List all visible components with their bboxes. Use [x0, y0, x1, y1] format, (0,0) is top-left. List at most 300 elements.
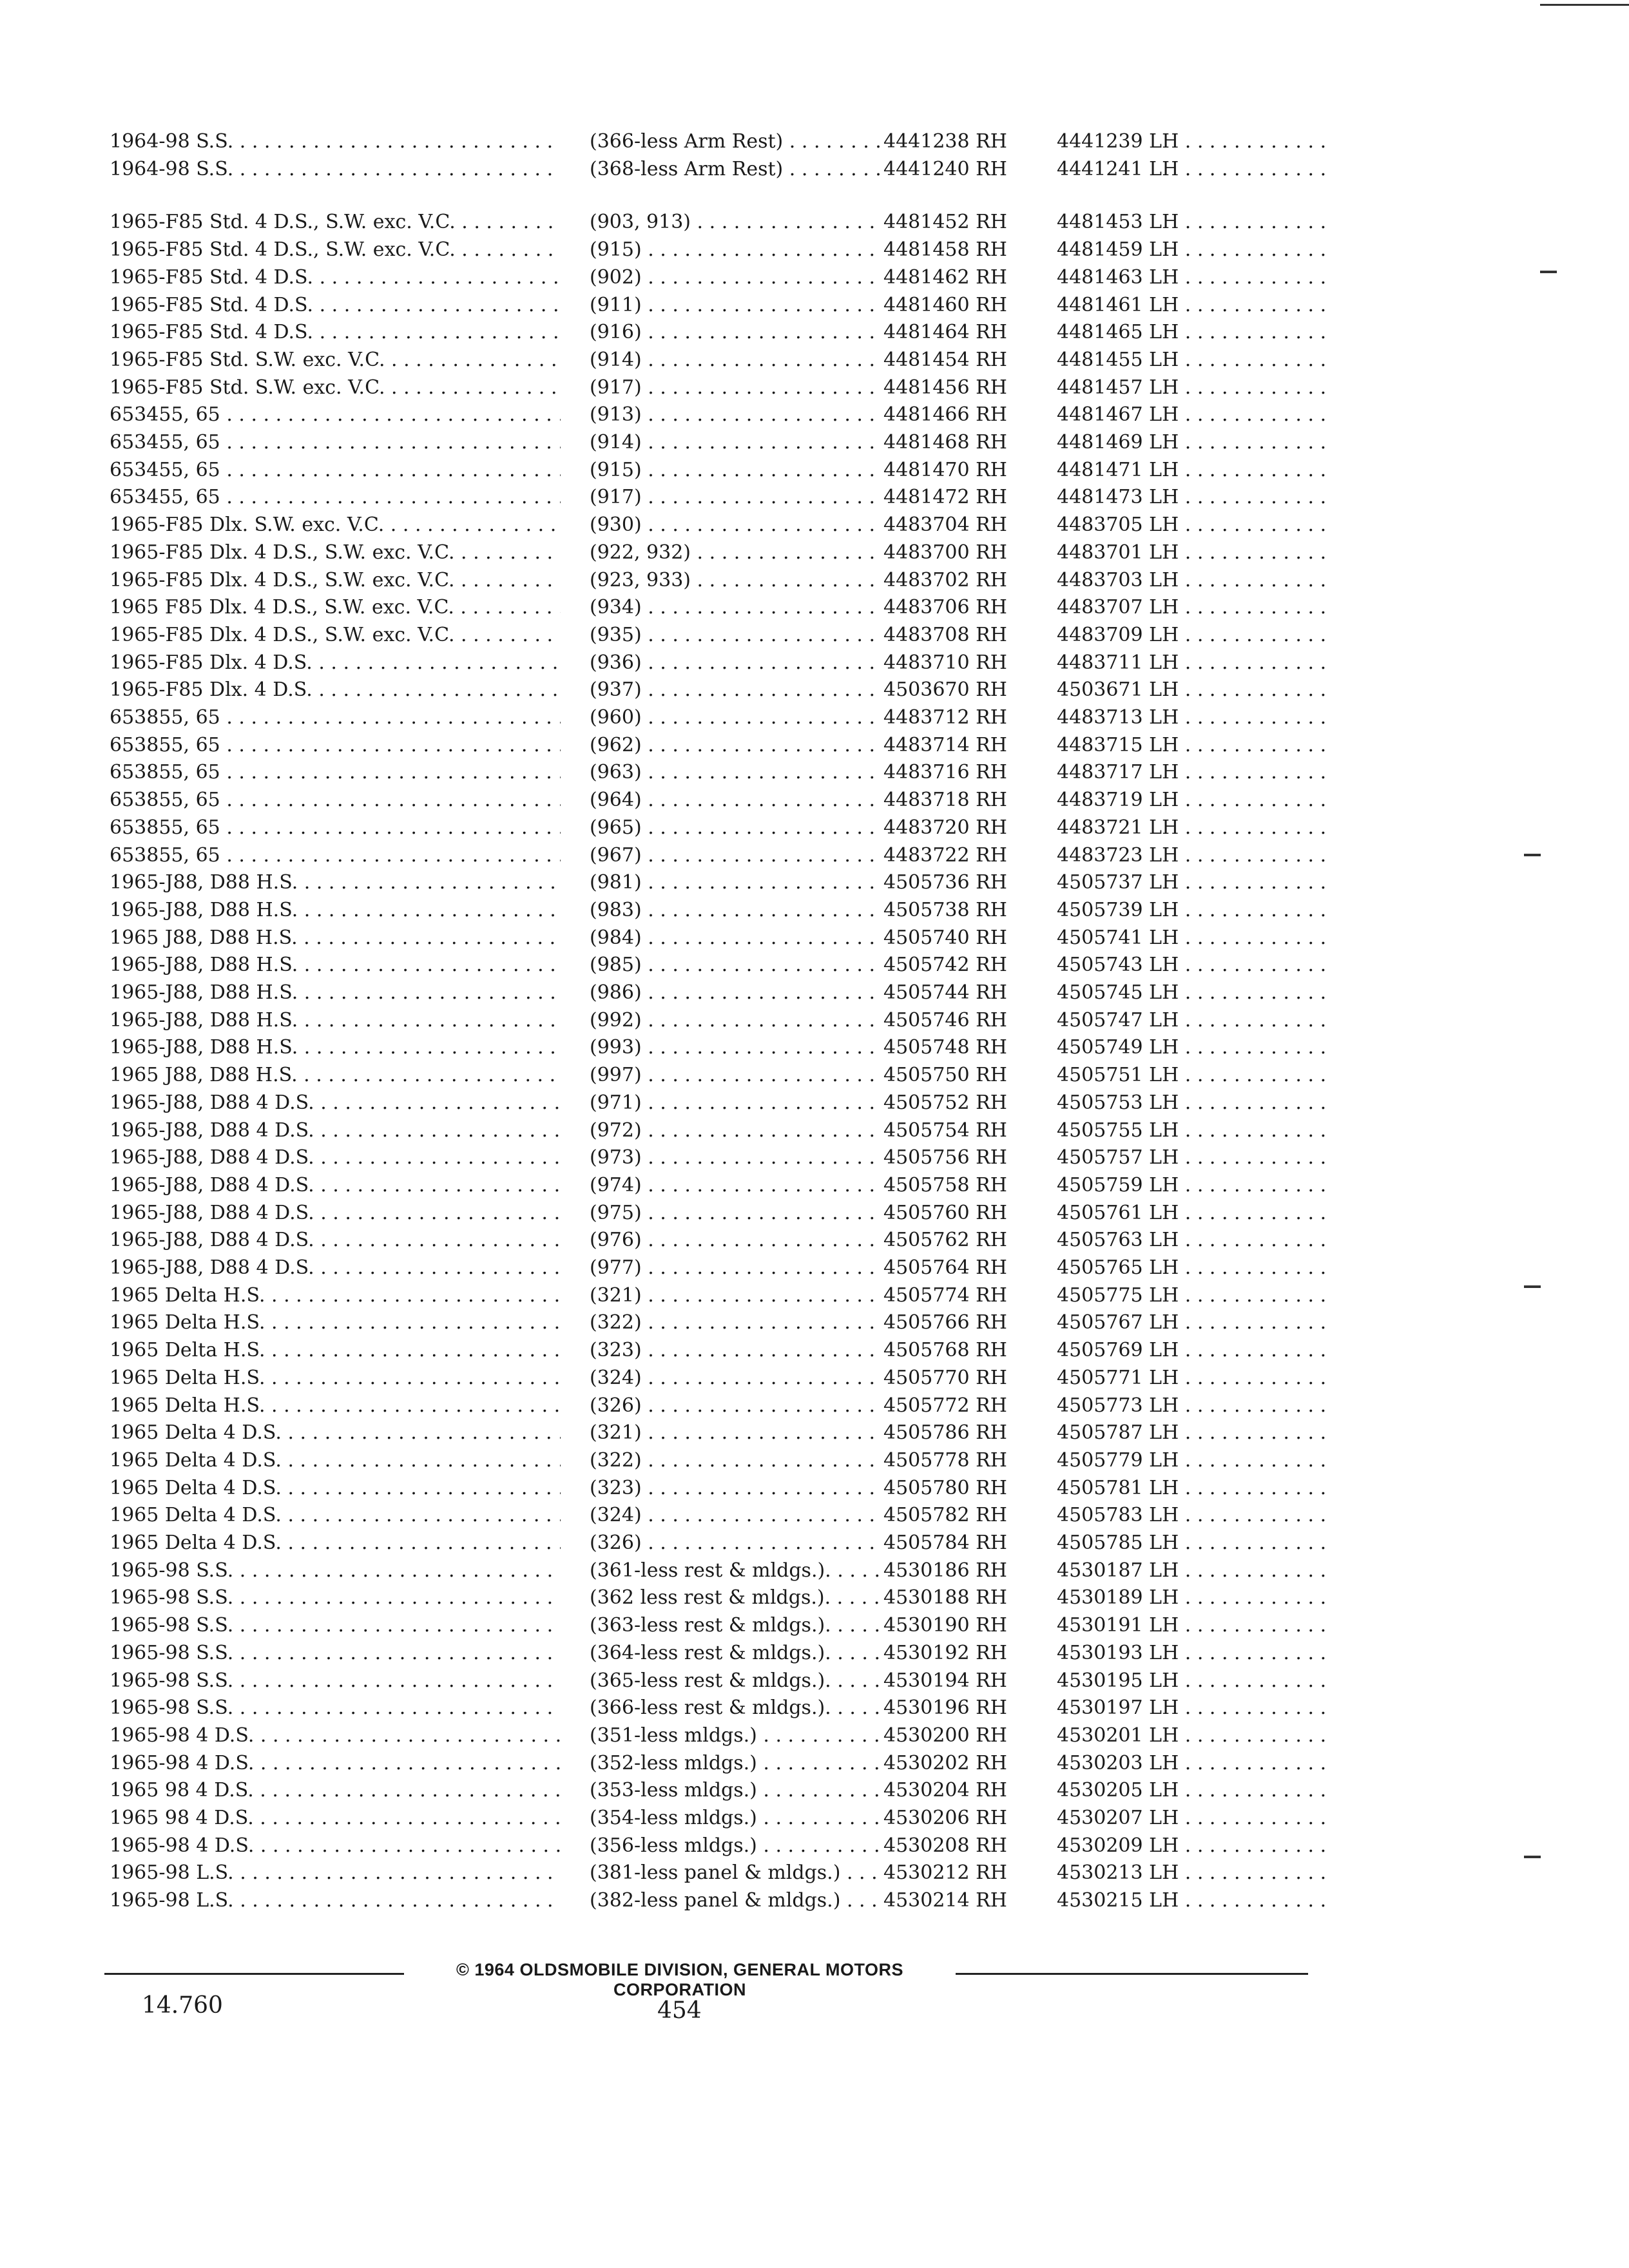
- model-cell: 1965-J88, D88 H.S. . .: [110, 870, 561, 896]
- table-row: [110, 1420, 1334, 1448]
- table-row: [110, 1778, 1334, 1806]
- code-cell: (363-less rest & mldgs.). . .: [590, 1613, 892, 1639]
- code-cell: (993) . .: [590, 1035, 892, 1061]
- rh-part-number: 4530214 RH: [880, 1888, 1109, 1914]
- code-cell: (974) . .: [590, 1173, 892, 1198]
- lh-part-number: 4530203 LH . .: [1057, 1751, 1327, 1776]
- rh-part-number: 4530188 RH: [880, 1585, 1109, 1611]
- code-cell: (923, 933) . .: [590, 568, 892, 593]
- table-row: [110, 568, 1334, 596]
- table-row: [110, 1585, 1334, 1613]
- model-cell: 1965-F85 Dlx. 4 D.S. . .: [110, 677, 561, 703]
- lh-part-number: 4530187 LH . .: [1057, 1558, 1327, 1584]
- lh-part-number: 4505751 LH . .: [1057, 1062, 1327, 1088]
- rh-part-number: 4505784 RH: [880, 1530, 1109, 1556]
- lh-part-number: 4505749 LH . .: [1057, 1035, 1327, 1061]
- code-cell: (323) . .: [590, 1475, 892, 1501]
- model-cell: 1965-J88, D88 4 D.S. . .: [110, 1145, 561, 1171]
- table-row: [110, 843, 1334, 871]
- code-cell: (326) . .: [590, 1393, 892, 1419]
- table-row: [110, 512, 1334, 541]
- table-row: [110, 1805, 1334, 1834]
- table-row: [110, 1227, 1334, 1256]
- lh-part-number: 4481463 LH . .: [1057, 265, 1327, 291]
- table-row: [110, 622, 1334, 651]
- rh-part-number: 4483714 RH: [880, 733, 1109, 758]
- model-cell: 653455, 65 . .: [110, 485, 561, 510]
- model-cell: 1965-98 4 D.S. . .: [110, 1723, 561, 1749]
- model-cell: 1965-J88, D88 H.S. . .: [110, 898, 561, 923]
- lh-part-number: 4530209 LH . .: [1057, 1833, 1327, 1859]
- lh-part-number: 4481459 LH . .: [1057, 237, 1327, 263]
- table-row: [110, 129, 1334, 157]
- code-cell: (934) . .: [590, 595, 892, 620]
- rh-part-number: 4530206 RH: [880, 1805, 1109, 1831]
- lh-part-number: 4441239 LH . .: [1057, 129, 1327, 155]
- lh-part-number: 4441241 LH . .: [1057, 157, 1327, 182]
- lh-part-number: 4505739 LH . .: [1057, 898, 1327, 923]
- table-row: [110, 1255, 1334, 1283]
- lh-part-number: 4505747 LH . .: [1057, 1008, 1327, 1033]
- code-cell: (973) . .: [590, 1145, 892, 1171]
- model-cell: 1965-F85 Dlx. S.W. exc. V.C. . .: [110, 512, 561, 538]
- code-cell: (903, 913) . .: [590, 209, 892, 235]
- table-row: [110, 457, 1334, 486]
- table-row: [110, 1860, 1334, 1888]
- code-cell: (997) . .: [590, 1062, 892, 1088]
- model-cell: 1965-F85 Std. 4 D.S., S.W. exc. V.C. . .: [110, 209, 561, 235]
- model-cell: 1965-98 S.S. . .: [110, 1640, 561, 1666]
- model-cell: 1965 98 4 D.S. . .: [110, 1778, 561, 1803]
- lh-part-number: 4481469 LH . .: [1057, 430, 1327, 456]
- code-cell: (322) . .: [590, 1448, 892, 1474]
- lh-part-number: 4505773 LH . .: [1057, 1393, 1327, 1419]
- model-cell: 1965-J88, D88 H.S. . .: [110, 1035, 561, 1061]
- lh-part-number: 4483719 LH . .: [1057, 787, 1327, 813]
- lh-part-number: 4505743 LH . .: [1057, 952, 1327, 978]
- code-cell: (911) . .: [590, 293, 892, 318]
- table-row: [110, 1200, 1334, 1229]
- model-cell: 1964-98 S.S. . .: [110, 129, 561, 155]
- table-row: [110, 1283, 1334, 1311]
- lh-part-number: 4481473 LH . .: [1057, 485, 1327, 510]
- table-row: [110, 650, 1334, 678]
- model-cell: 1965-J88, D88 H.S. . .: [110, 980, 561, 1006]
- table-row: [110, 1310, 1334, 1338]
- code-cell: (916) . .: [590, 320, 892, 345]
- table-row: [110, 402, 1334, 430]
- model-cell: 1965 98 4 D.S. . .: [110, 1805, 561, 1831]
- table-row: [110, 1751, 1334, 1779]
- lh-part-number: 4481465 LH . .: [1057, 320, 1327, 345]
- lh-part-number: 4503671 LH . .: [1057, 677, 1327, 703]
- code-cell: (977) . .: [590, 1255, 892, 1281]
- lh-part-number: 4505771 LH . .: [1057, 1365, 1327, 1391]
- model-cell: 1965-F85 Dlx. 4 D.S., S.W. exc. V.C. . .: [110, 568, 561, 593]
- lh-part-number: 4530213 LH . .: [1057, 1860, 1327, 1886]
- rh-part-number: 4505758 RH: [880, 1173, 1109, 1198]
- lh-part-number: 4505765 LH . .: [1057, 1255, 1327, 1281]
- table-row: [110, 1145, 1334, 1173]
- model-cell: 1965 Delta H.S. . .: [110, 1393, 561, 1419]
- model-cell: 653455, 65 . .: [110, 430, 561, 456]
- table-row: [110, 1365, 1334, 1394]
- model-cell: 653855, 65 . .: [110, 705, 561, 731]
- model-cell: 653455, 65 . .: [110, 402, 561, 428]
- rh-part-number: 4505774 RH: [880, 1283, 1109, 1309]
- table-row: [110, 760, 1334, 788]
- lh-part-number: 4505741 LH . .: [1057, 925, 1327, 951]
- rh-part-number: 4530204 RH: [880, 1778, 1109, 1803]
- code-cell: (964) . .: [590, 787, 892, 813]
- code-cell: (971) . .: [590, 1090, 892, 1116]
- margin-mark: [1524, 1856, 1541, 1858]
- rh-part-number: 4530194 RH: [880, 1668, 1109, 1694]
- model-cell: 653855, 65 . .: [110, 843, 561, 869]
- rh-part-number: 4483704 RH: [880, 512, 1109, 538]
- code-cell: (353-less mldgs.) . . . . . .: [590, 1778, 892, 1803]
- lh-part-number: 4505787 LH . .: [1057, 1420, 1327, 1446]
- rh-part-number: 4505746 RH: [880, 1008, 1109, 1033]
- code-cell: (914) . .: [590, 347, 892, 373]
- lh-part-number: 4483711 LH . .: [1057, 650, 1327, 676]
- lh-part-number: 4505769 LH . .: [1057, 1338, 1327, 1363]
- model-cell: 1965-F85 Std. S.W. exc. V.C. . .: [110, 375, 561, 401]
- code-cell: (324) . .: [590, 1503, 892, 1528]
- table-row: [110, 1393, 1334, 1421]
- lh-part-number: 4530189 LH . .: [1057, 1585, 1327, 1611]
- code-cell: (986) . .: [590, 980, 892, 1006]
- rh-part-number: 4505752 RH: [880, 1090, 1109, 1116]
- code-cell: (937) . .: [590, 677, 892, 703]
- model-cell: 1965-J88, D88 4 D.S. . .: [110, 1227, 561, 1253]
- model-cell: 1965 Delta H.S. . .: [110, 1338, 561, 1363]
- lh-part-number: 4530191 LH . .: [1057, 1613, 1327, 1639]
- code-cell: (960) . .: [590, 705, 892, 731]
- model-cell: 1965 Delta 4 D.S. . .: [110, 1448, 561, 1474]
- table-row: [110, 733, 1334, 761]
- model-cell: 653855, 65 . .: [110, 760, 561, 785]
- model-cell: 1965-98 S.S. . .: [110, 1585, 561, 1611]
- rh-part-number: 4481456 RH: [880, 375, 1109, 401]
- code-cell: (913) . .: [590, 402, 892, 428]
- model-cell: 1965-98 L.S. . .: [110, 1860, 561, 1886]
- model-cell: 1965 Delta H.S. . .: [110, 1310, 561, 1336]
- rh-part-number: 4483708 RH: [880, 622, 1109, 648]
- model-cell: 1965-98 S.S. . .: [110, 1613, 561, 1639]
- table-row: [110, 1035, 1334, 1063]
- table-row: [110, 677, 1334, 706]
- lh-part-number: 4483701 LH . .: [1057, 540, 1327, 566]
- code-cell: (323) . .: [590, 1338, 892, 1363]
- code-cell: (324) . .: [590, 1365, 892, 1391]
- code-cell: (356-less mldgs.) . . . . . .: [590, 1833, 892, 1859]
- lh-part-number: 4530215 LH . .: [1057, 1888, 1327, 1914]
- rh-part-number: 4483702 RH: [880, 568, 1109, 593]
- rh-part-number: 4505762 RH: [880, 1227, 1109, 1253]
- table-row: [110, 1008, 1334, 1036]
- rh-part-number: 4505740 RH: [880, 925, 1109, 951]
- code-cell: (917) . .: [590, 485, 892, 510]
- lh-part-number: 4505761 LH . .: [1057, 1200, 1327, 1226]
- footer-rule-right: [956, 1973, 1308, 1975]
- model-cell: 1965 Delta 4 D.S. . .: [110, 1420, 561, 1446]
- rh-part-number: 4481460 RH: [880, 293, 1109, 318]
- lh-part-number: 4483717 LH . .: [1057, 760, 1327, 785]
- code-cell: (352-less mldgs.) . . . . . .: [590, 1751, 892, 1776]
- model-cell: 1965-F85 Std. S.W. exc. V.C. . .: [110, 347, 561, 373]
- rh-part-number: 4530202 RH: [880, 1751, 1109, 1776]
- model-cell: 1965 J88, D88 H.S. . .: [110, 1062, 561, 1088]
- table-row: [110, 870, 1334, 898]
- rh-part-number: 4505782 RH: [880, 1503, 1109, 1528]
- code-cell: (972) . .: [590, 1118, 892, 1144]
- model-cell: 1965-F85 Std. 4 D.S., S.W. exc. V.C. . .: [110, 237, 561, 263]
- code-cell: (326) . .: [590, 1530, 892, 1556]
- model-cell: 1965 J88, D88 H.S. . .: [110, 925, 561, 951]
- lh-part-number: 4483705 LH . .: [1057, 512, 1327, 538]
- code-cell: (322) . .: [590, 1310, 892, 1336]
- table-row: [110, 1173, 1334, 1201]
- lh-part-number: 4483715 LH . .: [1057, 733, 1327, 758]
- model-cell: 1965-J88, D88 H.S. . .: [110, 952, 561, 978]
- model-cell: 1965-F85 Std. 4 D.S. . .: [110, 320, 561, 345]
- model-cell: 1965-J88, D88 4 D.S. . .: [110, 1173, 561, 1198]
- model-cell: 1965-98 S.S. . .: [110, 1558, 561, 1584]
- model-cell: 1965-98 L.S. . .: [110, 1888, 561, 1914]
- table-row: [110, 1723, 1334, 1751]
- rh-part-number: 4483720 RH: [880, 815, 1109, 841]
- code-cell: (983) . .: [590, 898, 892, 923]
- rh-part-number: 4505742 RH: [880, 952, 1109, 978]
- table-row: [110, 952, 1334, 981]
- rh-part-number: 4505748 RH: [880, 1035, 1109, 1061]
- table-row: [110, 375, 1334, 403]
- lh-part-number: 4483713 LH . .: [1057, 705, 1327, 731]
- table-row: [110, 157, 1334, 185]
- table-row: [110, 320, 1334, 348]
- page-number: 454: [657, 1997, 702, 2024]
- code-cell: (962) . .: [590, 733, 892, 758]
- rh-part-number: 4530186 RH: [880, 1558, 1109, 1584]
- code-cell: (984) . .: [590, 925, 892, 951]
- rh-part-number: 4505760 RH: [880, 1200, 1109, 1226]
- rh-part-number: 4505754 RH: [880, 1118, 1109, 1144]
- rh-part-number: 4530196 RH: [880, 1695, 1109, 1721]
- code-cell: (963) . .: [590, 760, 892, 785]
- model-cell: 1965 Delta 4 D.S. . .: [110, 1475, 561, 1501]
- lh-part-number: 4530193 LH . .: [1057, 1640, 1327, 1666]
- model-cell: 653855, 65 . .: [110, 815, 561, 841]
- lh-part-number: 4483721 LH . .: [1057, 815, 1327, 841]
- rh-part-number: 4505738 RH: [880, 898, 1109, 923]
- table-row: [110, 898, 1334, 926]
- table-row: [110, 1118, 1334, 1146]
- table-row: [110, 293, 1334, 321]
- table-row: [110, 1090, 1334, 1119]
- rh-part-number: 4481472 RH: [880, 485, 1109, 510]
- rh-part-number: 4481464 RH: [880, 320, 1109, 345]
- table-row: [110, 925, 1334, 954]
- lh-part-number: 4505775 LH . .: [1057, 1283, 1327, 1309]
- table-row: [110, 1338, 1334, 1366]
- model-cell: 1965-J88, D88 4 D.S. . .: [110, 1255, 561, 1281]
- table-row: [110, 209, 1334, 238]
- model-cell: 1965-F85 Std. 4 D.S. . .: [110, 293, 561, 318]
- model-cell: 1965-F85 Dlx. 4 D.S., S.W. exc. V.C. . .: [110, 622, 561, 648]
- rh-part-number: 4505770 RH: [880, 1365, 1109, 1391]
- rh-part-number: 4441240 RH: [880, 157, 1109, 182]
- lh-part-number: 4530201 LH . .: [1057, 1723, 1327, 1749]
- rh-part-number: 4505780 RH: [880, 1475, 1109, 1501]
- rh-part-number: 4503670 RH: [880, 677, 1109, 703]
- rh-part-number: 4505756 RH: [880, 1145, 1109, 1171]
- model-cell: 1965-98 4 D.S. . .: [110, 1833, 561, 1859]
- lh-part-number: 4481471 LH . .: [1057, 457, 1327, 483]
- table-row: [110, 1530, 1334, 1559]
- footer-rule-left: [104, 1973, 404, 1975]
- model-cell: 653855, 65 . .: [110, 787, 561, 813]
- rh-part-number: 4483712 RH: [880, 705, 1109, 731]
- code-cell: (915) . .: [590, 457, 892, 483]
- code-cell: (935) . .: [590, 622, 892, 648]
- rh-part-number: 4505768 RH: [880, 1338, 1109, 1363]
- model-cell: 1965 Delta 4 D.S. . .: [110, 1503, 561, 1528]
- rh-part-number: 4530190 RH: [880, 1613, 1109, 1639]
- table-row: [110, 705, 1334, 733]
- model-cell: 1965-J88, D88 H.S. . .: [110, 1008, 561, 1033]
- code-cell: (366-less Arm Rest) . . . . .: [590, 129, 892, 155]
- code-cell: (914) . .: [590, 430, 892, 456]
- lh-part-number: 4481453 LH . .: [1057, 209, 1327, 235]
- code-cell: (365-less rest & mldgs.). . .: [590, 1668, 892, 1694]
- code-cell: (366-less rest & mldgs.). . .: [590, 1695, 892, 1721]
- rh-part-number: 4481466 RH: [880, 402, 1109, 428]
- code-cell: (930) . .: [590, 512, 892, 538]
- rh-part-number: 4481458 RH: [880, 237, 1109, 263]
- rh-part-number: 4505750 RH: [880, 1062, 1109, 1088]
- lh-part-number: 4505737 LH . .: [1057, 870, 1327, 896]
- rh-part-number: 4530208 RH: [880, 1833, 1109, 1859]
- lh-part-number: 4505767 LH . .: [1057, 1310, 1327, 1336]
- lh-part-number: 4481457 LH . .: [1057, 375, 1327, 401]
- model-cell: 1965 F85 Dlx. 4 D.S., S.W. exc. V.C. . .: [110, 595, 561, 620]
- code-cell: (936) . .: [590, 650, 892, 676]
- code-cell: (368-less Arm Rest) . . . . .: [590, 157, 892, 182]
- table-row: [110, 1888, 1334, 1916]
- rh-part-number: 4441238 RH: [880, 129, 1109, 155]
- code-cell: (362 less rest & mldgs.). . .: [590, 1585, 892, 1611]
- lh-part-number: 4505763 LH . .: [1057, 1227, 1327, 1253]
- table-row: [110, 787, 1334, 816]
- page-id: 14.760: [142, 1992, 223, 2019]
- rh-part-number: 4505778 RH: [880, 1448, 1109, 1474]
- rh-part-number: 4530212 RH: [880, 1860, 1109, 1886]
- table-row: [110, 1613, 1334, 1641]
- rh-part-number: 4483716 RH: [880, 760, 1109, 785]
- rh-part-number: 4505766 RH: [880, 1310, 1109, 1336]
- lh-part-number: 4530197 LH . .: [1057, 1695, 1327, 1721]
- rh-part-number: 4481470 RH: [880, 457, 1109, 483]
- rh-part-number: 4483722 RH: [880, 843, 1109, 869]
- table-row: [110, 1062, 1334, 1091]
- model-cell: 1965-F85 Dlx. 4 D.S., S.W. exc. V.C. . .: [110, 540, 561, 566]
- table-row: [110, 1695, 1334, 1724]
- code-cell: (985) . .: [590, 952, 892, 978]
- table-row: [110, 485, 1334, 513]
- code-cell: (992) . .: [590, 1008, 892, 1033]
- model-cell: 653455, 65 . .: [110, 457, 561, 483]
- rh-part-number: 4481454 RH: [880, 347, 1109, 373]
- rh-part-number: 4483700 RH: [880, 540, 1109, 566]
- code-cell: (976) . .: [590, 1227, 892, 1253]
- table-row: [110, 265, 1334, 293]
- model-cell: 1964-98 S.S. . .: [110, 157, 561, 182]
- rh-part-number: 4530200 RH: [880, 1723, 1109, 1749]
- rh-part-number: 4481452 RH: [880, 209, 1109, 235]
- model-cell: 1965-98 S.S. . .: [110, 1695, 561, 1721]
- margin-mark: [1524, 1285, 1541, 1288]
- table-row: [110, 1640, 1334, 1669]
- rh-part-number: 4505744 RH: [880, 980, 1109, 1006]
- table-row: [110, 1475, 1334, 1504]
- lh-part-number: 4505755 LH . .: [1057, 1118, 1327, 1144]
- code-cell: (381-less panel & mldgs.) . .: [590, 1860, 892, 1886]
- table-row: [110, 815, 1334, 843]
- rh-part-number: 4505736 RH: [880, 870, 1109, 896]
- rh-part-number: 4505786 RH: [880, 1420, 1109, 1446]
- code-cell: (917) . .: [590, 375, 892, 401]
- margin-mark: [1524, 854, 1541, 856]
- scan-edge-line: [1540, 4, 1629, 6]
- table-row: [110, 1558, 1334, 1586]
- code-cell: (361-less rest & mldgs.). . .: [590, 1558, 892, 1584]
- rh-part-number: 4530192 RH: [880, 1640, 1109, 1666]
- copyright-notice: © 1964 OLDSMOBILE DIVISION, GENERAL MOTORS CORPORATION: [456, 1960, 903, 1999]
- lh-part-number: 4530195 LH . .: [1057, 1668, 1327, 1694]
- code-cell: (351-less mldgs.) . . . . . .: [590, 1723, 892, 1749]
- table-row: [110, 1448, 1334, 1476]
- lh-part-number: 4483723 LH . .: [1057, 843, 1327, 869]
- lh-part-number: 4481455 LH . .: [1057, 347, 1327, 373]
- lh-part-number: 4505757 LH . .: [1057, 1145, 1327, 1171]
- lh-part-number: 4505759 LH . .: [1057, 1173, 1327, 1198]
- rh-part-number: 4481468 RH: [880, 430, 1109, 456]
- table-row: [110, 1668, 1334, 1696]
- model-cell: 1965-98 S.S. . .: [110, 1668, 561, 1694]
- rh-part-number: 4483706 RH: [880, 595, 1109, 620]
- table-row: [110, 1833, 1334, 1861]
- code-cell: (902) . .: [590, 265, 892, 291]
- margin-mark: [1540, 271, 1557, 273]
- lh-part-number: 4481467 LH . .: [1057, 402, 1327, 428]
- rh-part-number: 4505764 RH: [880, 1255, 1109, 1281]
- rh-part-number: 4483710 RH: [880, 650, 1109, 676]
- code-cell: (364-less rest & mldgs.). . .: [590, 1640, 892, 1666]
- lh-part-number: 4483707 LH . .: [1057, 595, 1327, 620]
- code-cell: (965) . .: [590, 815, 892, 841]
- table-row: [110, 347, 1334, 376]
- model-cell: 1965-F85 Std. 4 D.S. . .: [110, 265, 561, 291]
- model-cell: 1965 Delta H.S. . .: [110, 1283, 561, 1309]
- lh-part-number: 4505783 LH . .: [1057, 1503, 1327, 1528]
- model-cell: 1965-J88, D88 4 D.S. . .: [110, 1200, 561, 1226]
- lh-part-number: 4505779 LH . .: [1057, 1448, 1327, 1474]
- code-cell: (975) . .: [590, 1200, 892, 1226]
- model-cell: 1965 Delta H.S. . .: [110, 1365, 561, 1391]
- code-cell: (915) . .: [590, 237, 892, 263]
- model-cell: 653855, 65 . .: [110, 733, 561, 758]
